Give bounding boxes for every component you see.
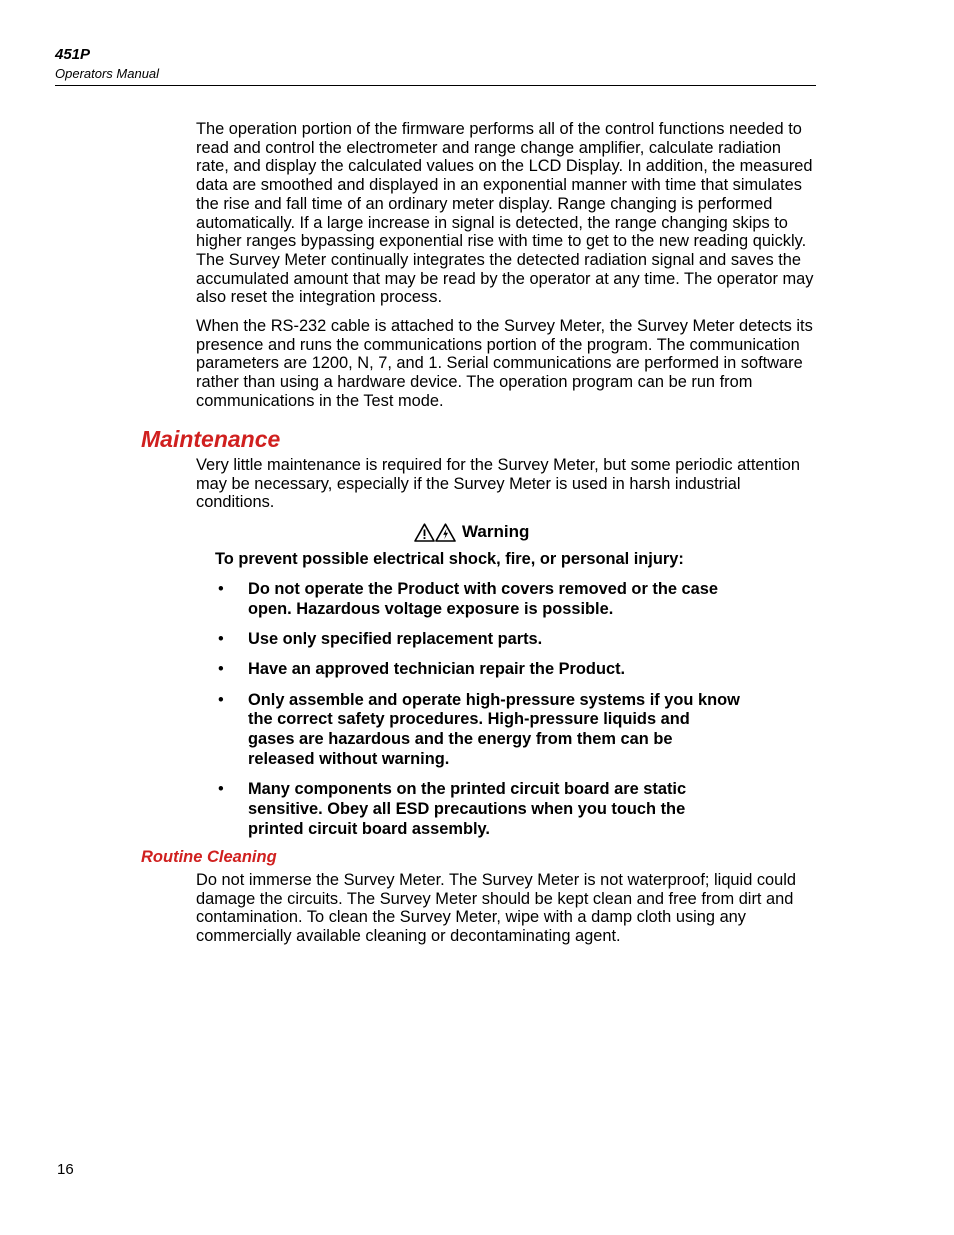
- firmware-operation-paragraph: The operation portion of the firmware performs all of the control functions needed to read and control the electrometer and range change amplifier, calculate radiation rate, and display the calculated values on the LCD Display. In addition, the measured data are smoothed and displayed in an exponential manner with time that simulates the rise and fall time of an ordinary meter display. Range changing is performed automatically. If a large increase in signal is detected, the range changing skips to higher ranges bypassing exponential rise with time to get to the new reading quickly. The Survey Meter continually integrates the detected radiation signal and saves the accumulated amount that may be read by the operator at any time. The operator may also reset the integration process.: [196, 120, 814, 307]
- warning-item-esd: [218, 780, 758, 839]
- bullet: •: [218, 660, 224, 679]
- rs232-communication-paragraph: When the RS-232 cable is attached to the Survey Meter, the Survey Meter detects its presence and runs the communications portion of the program. The communication parameters are 1200, N, 7, and 1. Serial communications are performed in software rather than using a hardware device. The operation program can be run from communications in the Test mode.: [196, 317, 813, 410]
- page-number: 16: [57, 1161, 74, 1178]
- bullet: •: [218, 580, 224, 598]
- warning-icons: [414, 523, 456, 542]
- maintenance-heading: Maintenance: [141, 426, 281, 452]
- warning-label: Warning: [462, 522, 530, 541]
- maintenance-paragraph: Very little maintenance is required for the Survey Meter, but some periodic attention may be necessary, especially if the Survey Meter is used in harsh industrial conditions.: [196, 456, 801, 512]
- warning-item-technician: [218, 660, 758, 680]
- warning-item-replacement-parts: [218, 630, 758, 650]
- routine-cleaning-heading: Routine Cleaning: [141, 848, 277, 866]
- bullet: •: [218, 630, 224, 649]
- warning-item-text: Have an approved technician repair the Product.: [248, 660, 626, 679]
- bullet: •: [218, 690, 224, 709]
- warning-item-high-pressure: [218, 691, 758, 770]
- warning-list: [218, 580, 758, 850]
- warning-triangle-icon: [414, 523, 435, 542]
- header-rule: [55, 85, 816, 86]
- warning-item-text: Only assemble and operate high-pressure systems if you know the correct safety procedures. High-pressure liquids and gases are hazardous and the energy from them can be released without warning.: [248, 690, 740, 769]
- warning-item-text: Many components on the printed circuit board are static sensitive. Obey all ESD precautions when you touch the printed circuit board assembly.: [248, 780, 687, 838]
- warning-title: [414, 522, 529, 542]
- bullet: •: [218, 780, 224, 799]
- product-name: 451P: [55, 46, 91, 63]
- warning-item-covers: [218, 580, 758, 620]
- warning-item-text: Use only specified replacement parts.: [248, 630, 543, 649]
- page-header: [55, 46, 816, 82]
- routine-cleaning-paragraph: Do not immerse the Survey Meter. The Survey Meter is not waterproof; liquid could damage the circuits. The Survey Meter should be kept clean and free from dirt and contamination. To clean the Survey Meter, wipe with a damp cloth using any commercially available cleaning or decontaminating agent.: [196, 871, 797, 946]
- warning-item-text: Do not operate the Product with covers removed or the case open. Hazardous voltage exposure is possible.: [248, 580, 718, 618]
- warning-intro: To prevent possible electrical shock, fire, or personal injury:: [215, 550, 684, 568]
- manual-title: Operators Manual: [55, 66, 160, 81]
- electrical-shock-warning-icon: [435, 523, 456, 542]
